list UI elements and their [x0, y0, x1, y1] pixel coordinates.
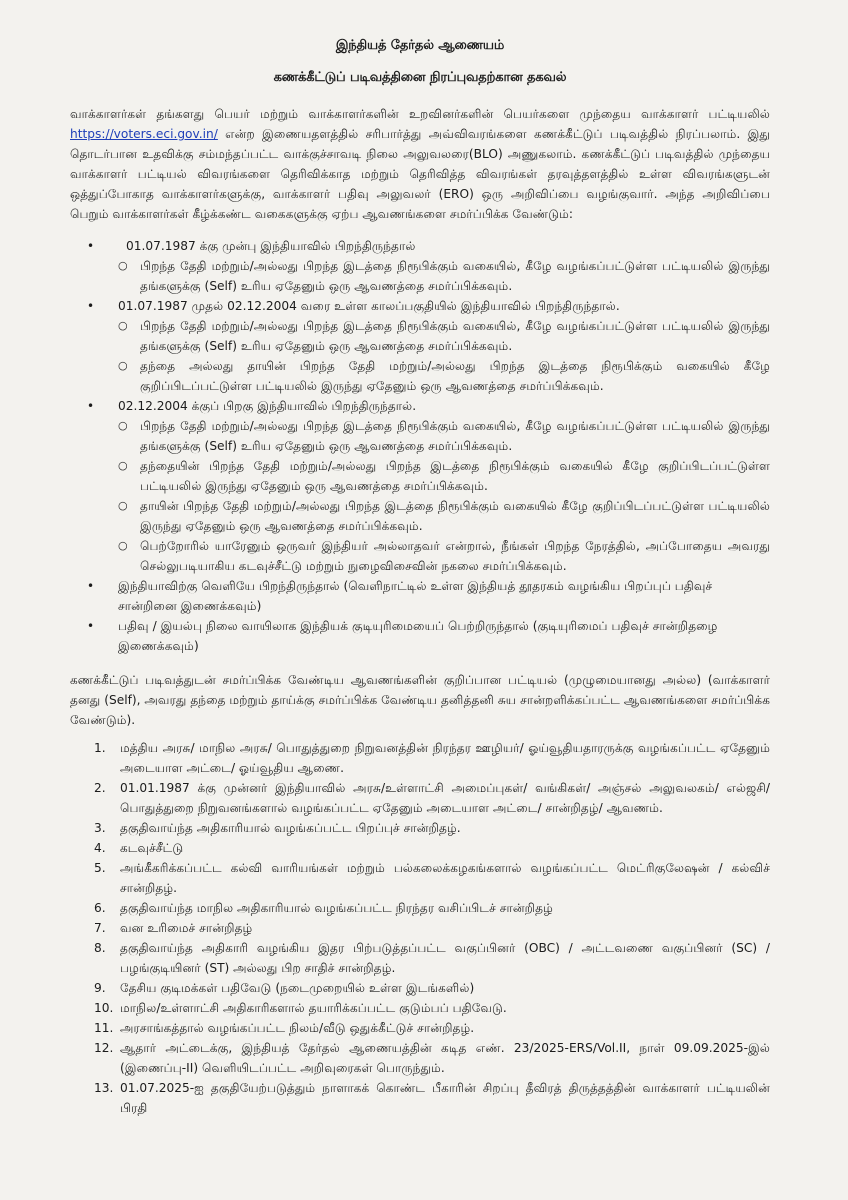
item-number: 5.	[94, 861, 106, 875]
circle-bullet-icon: ○	[118, 539, 128, 552]
bullet-icon: •	[87, 399, 95, 413]
item-number: 11.	[94, 1021, 114, 1035]
document-item	[70, 738, 770, 778]
bullet-icon: •	[87, 579, 95, 593]
item-number: 13.	[94, 1081, 114, 1095]
circle-bullet-icon: ○	[118, 459, 128, 472]
bullet-icon: •	[87, 299, 95, 313]
document-text: தகுதிவாய்ந்த மாநில அதிகாரியால் வழங்கப்பட்ட நிரந்தர வசிப்பிடச் சான்றிதழ்	[120, 901, 553, 915]
document-item	[70, 858, 770, 898]
sub-item	[118, 416, 770, 456]
item-number: 7.	[94, 921, 106, 935]
category-text: பதிவு / இயல்பு நிலை வாயிலாக இந்தியக் குடியுரிமையைப் பெற்றிருந்தால் (குடியுரிமைப் பதிவுச் சான்றிதழை இணைக்கவும்)	[118, 619, 718, 653]
document-text: தேசிய குடிமக்கள் பதிவேடு (நடைமுறையில் உள்ள இடங்களில்)	[120, 981, 475, 995]
document-item	[70, 918, 770, 938]
intro-paragraph	[70, 104, 770, 224]
category-text: 01.07.1987 க்கு முன்பு இந்தியாவில் பிறந்திருந்தால்	[126, 239, 416, 253]
document-text: 01.07.2025-ஐ தகுதியேற்படுத்தும் நாளாகக் கொண்ட பீகாரின் சிறப்பு தீவிரத் திருத்தத்தின் வாக்காளர் பட்டியலின் பிரதி	[120, 1081, 770, 1115]
document-text: தகுதிவாய்ந்த அதிகாரியால் வழங்கப்பட்ட பிறப்புச் சான்றிதழ்.	[120, 821, 461, 835]
circle-bullet-icon: ○	[118, 319, 128, 332]
sub-item	[118, 356, 770, 396]
document-text: வன உரிமைச் சான்றிதழ்	[120, 921, 253, 935]
bullet-icon: •	[87, 619, 95, 633]
document-item	[70, 1038, 770, 1078]
document-item	[70, 938, 770, 978]
document-item	[70, 998, 770, 1018]
documents-intro: கணக்கீட்டுப் படிவத்துடன் சமர்ப்பிக்க வேண்டிய ஆவணங்களின் குறிப்பான பட்டியல் (முழுமையானது அல்ல) (வாக்காளர் தனது (Self), அவரது தந்தை மற்றும் தாய்க்கு சமர்ப்பிக்க வேண்டிய தனித்தனி சுய சான்றளிக்கப்பட்ட ஆவணங்களை சமர்ப்பிக்க வேண்டும்).	[70, 673, 770, 727]
category-item	[70, 616, 770, 656]
category-item	[70, 576, 770, 616]
document-text: மாநில/உள்ளாட்சி அதிகாரிகளால் தயாரிக்கப்பட்ட குடும்பப் பதிவேடு.	[120, 1001, 507, 1015]
sub-item	[118, 496, 770, 536]
sub-item-text: தந்தையின் பிறந்த தேதி மற்றும்/அல்லது பிறந்த இடத்தை நிரூபிக்கும் வகையில் கீழே குறிப்பிடப்பட்டுள்ள பட்டியலில் இருந்து ஏதேனும் ஒரு ஆவணத்தை சமர்ப்பிக்கவும்.	[140, 459, 770, 493]
sub-item-text: தந்தை அல்லது தாயின் பிறந்த தேதி மற்றும்/அல்லது பிறந்த இடத்தை நிரூபிக்கும் வகையில் கீழே குறிப்பிடப்பட்டுள்ள பட்டியலில் இருந்து ஏதேனும் ஒரு ஆவணத்தை சமர்ப்பிக்கவும்.	[140, 359, 770, 393]
sub-item-text: பெற்றோரில் யாரேனும் ஒருவர் இந்தியர் அல்லாதவர் என்றால், நீங்கள் பிறந்த நேரத்தில், அப்போதைய அவரது செல்லுபடியாகிய கடவுச்சீட்டு மற்றும் நுழைவிசைவின் நகலை சமர்ப்பிக்கவும்.	[140, 539, 770, 573]
voters-portal-link[interactable]: https://voters.eci.gov.in/	[70, 127, 218, 141]
document-item	[70, 1018, 770, 1038]
document-content	[70, 36, 770, 1118]
category-sub-list	[118, 316, 770, 396]
document-text: அரசாங்கத்தால் வழங்கப்பட்ட நிலம்/வீடு ஒதுக்கீட்டுச் சான்றிதழ்.	[120, 1021, 475, 1035]
sub-item-text: பிறந்த தேதி மற்றும்/அல்லது பிறந்த இடத்தை நிரூபிக்கும் வகையில், கீழே வழங்கப்பட்டுள்ள பட்டியலில் இருந்து தங்களுக்கு (Self) உரிய ஏதேனும் ஒரு ஆவணத்தை சமர்ப்பிக்கவும்.	[140, 259, 770, 293]
item-number: 3.	[94, 821, 106, 835]
sub-item-text: தாயின் பிறந்த தேதி மற்றும்/அல்லது பிறந்த இடத்தை நிரூபிக்கும் வகையில் கீழே குறிப்பிடப்பட்டுள்ள பட்டியலில் இருந்து ஏதேனும் ஒரு ஆவணத்தை சமர்ப்பிக்கவும்.	[140, 499, 770, 533]
page-subtitle: கணக்கீட்டுப் படிவத்தினை நிரப்புவதற்கான தகவல்	[273, 70, 567, 85]
item-number: 9.	[94, 981, 106, 995]
document-text: 01.01.1987 க்கு முன்னர் இந்தியாவில் அரசு/உள்ளாட்சி அமைப்புகள்/ வங்கிகள்/ அஞ்சல் அலுவலகம்/ எல்ஜசி/ பொதுத்துறை நிறுவனங்களால் வழங்கப்பட்ட ஏதேனும் அடையாள அட்டை/ சான்றிதழ்/ ஆவணம்.	[120, 781, 770, 815]
item-number: 4.	[94, 841, 106, 855]
document-item	[70, 1078, 770, 1118]
category-sub-list	[118, 256, 770, 296]
sub-item	[118, 316, 770, 356]
document-text: கடவுச்சீட்டு	[120, 841, 184, 855]
category-item	[70, 296, 770, 396]
sub-item	[118, 536, 770, 576]
circle-bullet-icon: ○	[118, 259, 128, 272]
intro-text-before-link: வாக்காளர்கள் தங்களது பெயர் மற்றும் வாக்காளர்களின் உறவினர்களின் பெயர்களை முந்தைய வாக்காளர் பட்டியலில்	[70, 107, 770, 121]
circle-bullet-icon: ○	[118, 419, 128, 432]
category-text: 02.12.2004 க்குப் பிறகு இந்தியாவில் பிறந்திருந்தால்.	[118, 399, 417, 413]
category-text: இந்தியாவிற்கு வெளியே பிறந்திருந்தால் (வெளிநாட்டில் உள்ள இந்தியத் தூதரகம் வழங்கிய பிறப்புப் பதிவுச் சான்றினை இணைக்கவும்)	[118, 579, 713, 613]
item-number: 10.	[94, 1001, 114, 1015]
item-number: 2.	[94, 781, 106, 795]
sub-item-text: பிறந்த தேதி மற்றும்/அல்லது பிறந்த இடத்தை நிரூபிக்கும் வகையில், கீழே வழங்கப்பட்டுள்ள பட்டியலில் இருந்து தங்களுக்கு (Self) உரிய ஏதேனும் ஒரு ஆவணத்தை சமர்ப்பிக்கவும்.	[140, 419, 770, 453]
document-text: ஆதார் அட்டைக்கு, இந்தியத் தேர்தல் ஆணையத்தின் கடித எண். 23/2025-ERS/Vol.II, நாள் 09.09.2025-இல் (இணைப்பு-II) வெளியிடப்பட்ட அறிவுரைகள் பொருந்தும்.	[120, 1041, 770, 1075]
document-text: அங்கீகரிக்கப்பட்ட கல்வி வாரியங்கள் மற்றும் பல்கலைக்கழகங்களால் வழங்கப்பட்ட மெட்ரிகுலேஷன் / கல்விச் சான்றிதழ்.	[120, 861, 770, 895]
intro-text-after-link: என்ற இணையதளத்தில் சரிபார்த்து அவ்விவரங்களை கணக்கீட்டுப் படிவத்தில் நிரப்பலாம். இது தொடர்பான உதவிக்கு சம்மந்தப்பட்ட வாக்குச்சாவடி நிலை அலுவலரை(BLO) அணுகலாம். கணக்கீட்டுப் படிவத்தில் முந்தைய வாக்காளர் பட்டியல் விவரங்களை தெரிவிக்காத மற்றும் தெரிவித்த விவரங்கள் தரவுத்தளத்தில் உள்ள விவரங்களுடன் ஒத்துப்போகாத வாக்காளர்களுக்கு, வாக்காளர் பதிவு அலுவலர் (ERO) ஒரு அறிவிப்பை வழங்குவார். அந்த அறிவிப்பை பெறும் வாக்காளர்கள் கீழ்க்கண்ட வகைகளுக்கு ஏற்ப ஆவணங்களை சமர்ப்பிக்க வேண்டும்:	[70, 127, 770, 221]
document-item	[70, 978, 770, 998]
item-number: 8.	[94, 941, 106, 955]
circle-bullet-icon: ○	[118, 499, 128, 512]
document-item	[70, 898, 770, 918]
item-number: 1.	[94, 741, 106, 755]
category-sub-list	[118, 416, 770, 576]
document-item	[70, 778, 770, 818]
circle-bullet-icon: ○	[118, 359, 128, 372]
document-text: தகுதிவாய்ந்த அதிகாரி வழங்கிய இதர பிற்படுத்தப்பட்ட வகுப்பினர் (OBC) / அட்டவணை வகுப்பினர் (SC) / பழங்குடியினர் (ST) அல்லது பிற சாதிச் சான்றிதழ்.	[120, 941, 770, 975]
documents-list	[70, 738, 770, 1118]
document-item	[70, 818, 770, 838]
category-item	[70, 236, 770, 296]
document-text: மத்திய அரசு/ மாநில அரசு/ பொதுத்துறை நிறுவனத்தின் நிரந்தர ஊழியர்/ ஓய்வூதியதாரருக்கு வழங்கப்பட்ட ஏதேனும் அடையாள அட்டை/ ஓய்வூதிய ஆணை.	[120, 741, 770, 775]
sub-item	[118, 456, 770, 496]
sub-item	[118, 256, 770, 296]
bullet-icon: •	[87, 239, 95, 253]
category-item	[70, 396, 770, 576]
item-number: 12.	[94, 1041, 114, 1055]
item-number: 6.	[94, 901, 106, 915]
sub-item-text: பிறந்த தேதி மற்றும்/அல்லது பிறந்த இடத்தை நிரூபிக்கும் வகையில், கீழே வழங்கப்பட்டுள்ள பட்டியலில் இருந்து தங்களுக்கு (Self) உரிய ஏதேனும் ஒரு ஆவணத்தை சமர்ப்பிக்கவும்.	[140, 319, 770, 353]
document-item	[70, 838, 770, 858]
category-text: 01.07.1987 முதல் 02.12.2004 வரை உள்ள காலப்பகுதியில் இந்தியாவில் பிறந்திருந்தால்.	[118, 299, 620, 313]
page-title: இந்தியத் தேர்தல் ஆணையம்	[335, 38, 505, 53]
birth-category-list	[70, 236, 770, 656]
